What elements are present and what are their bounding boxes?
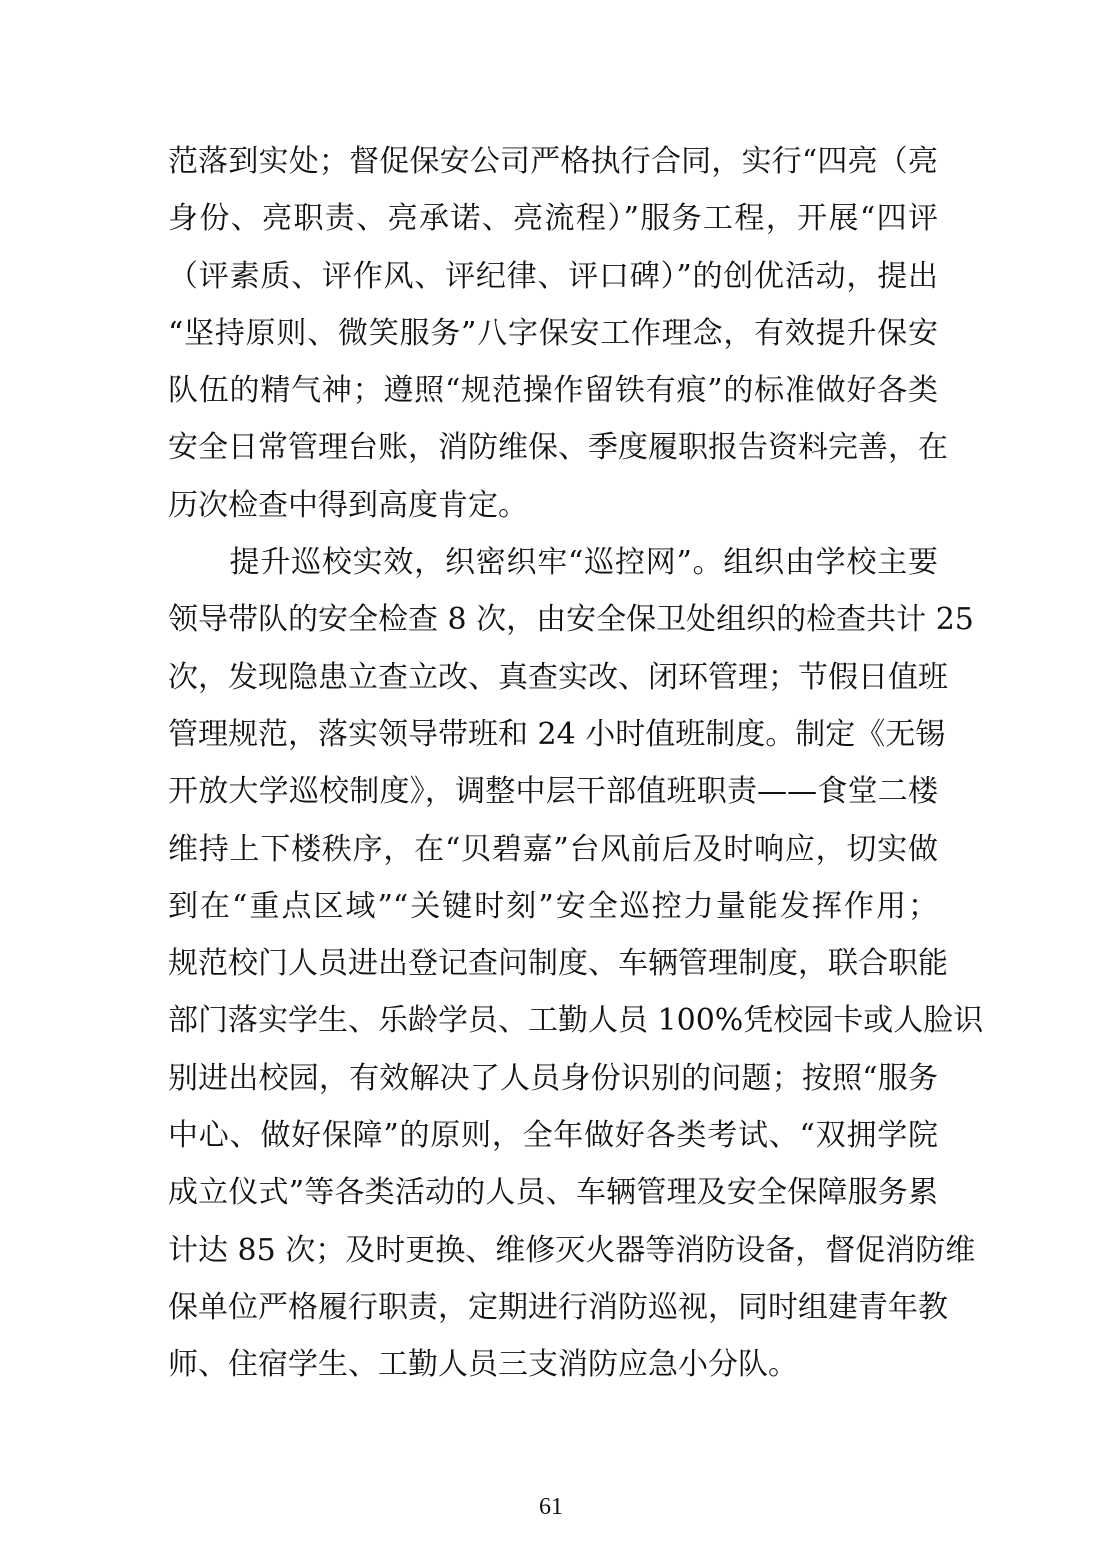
paragraph-start-line: 提升巡校实效，织密织牢“巡控网”。组织由学校主要: [168, 545, 938, 581]
text-line: （评素质、评作风、评纪律、评口碑）”的创优活动，提出: [168, 258, 938, 294]
text-line: 到在“重点区域”“关键时刻”安全巡控力量能发挥作用；: [168, 888, 938, 924]
paragraph-end-line: 师、住宿学生、工勤人员三支消防应急小分队。: [168, 1347, 798, 1383]
text-line: 规范校门人员进出登记查问制度、车辆管理制度，联合职能: [168, 946, 948, 982]
text-line: 领导带队的安全检查 8 次，由安全保卫处组织的检查共计 25: [168, 602, 974, 638]
text-line: 别进出校园，有效解决了人员身份识别的问题；按照“服务: [168, 1060, 938, 1096]
text-line: 身份、亮职责、亮承诺、亮流程）”服务工程，开展“四评: [168, 201, 938, 237]
text-line: 开放大学巡校制度》，调整中层干部值班职责——食堂二楼: [168, 774, 938, 810]
text-line: “坚持原则、微笑服务”八字保安工作理念，有效提升保安: [168, 315, 938, 351]
text-line: 队伍的精气神；遵照“规范操作留铁有痕”的标准做好各类: [168, 373, 938, 409]
text-line: 部门落实学生、乐龄学员、工勤人员 100%凭校园卡或人脸识: [168, 1003, 984, 1039]
text-line: 安全日常管理台账，消防维保、季度履职报告资料完善，在: [168, 430, 948, 466]
text-line: 管理规范，落实领导带班和 24 小时值班制度。制定《无锡: [168, 716, 946, 752]
text-line: 计达 85 次；及时更换、维修灭火器等消防设备，督促消防维: [168, 1232, 976, 1268]
text-line: 成立仪式”等各类活动的人员、车辆管理及安全保障服务累: [168, 1175, 938, 1211]
body-text: [168, 133, 984, 1394]
page-number: 61: [539, 1494, 563, 1520]
text-line: 次，发现隐患立查立改、真查实改、闭环管理；节假日值班: [168, 659, 948, 695]
text-line: 中心、做好保障”的原则，全年做好各类考试、“双拥学院: [168, 1118, 938, 1154]
paragraph-end-line: 历次检查中得到高度肯定。: [168, 487, 528, 523]
text-line: 保单位严格履行职责，定期进行消防巡视，同时组建青年教: [168, 1289, 948, 1325]
text-line: 范落到实处；督促保安公司严格执行合同，实行“四亮（亮: [168, 144, 938, 179]
text-line: 维持上下楼秩序，在“贝碧嘉”台风前后及时响应，切实做: [168, 831, 938, 867]
